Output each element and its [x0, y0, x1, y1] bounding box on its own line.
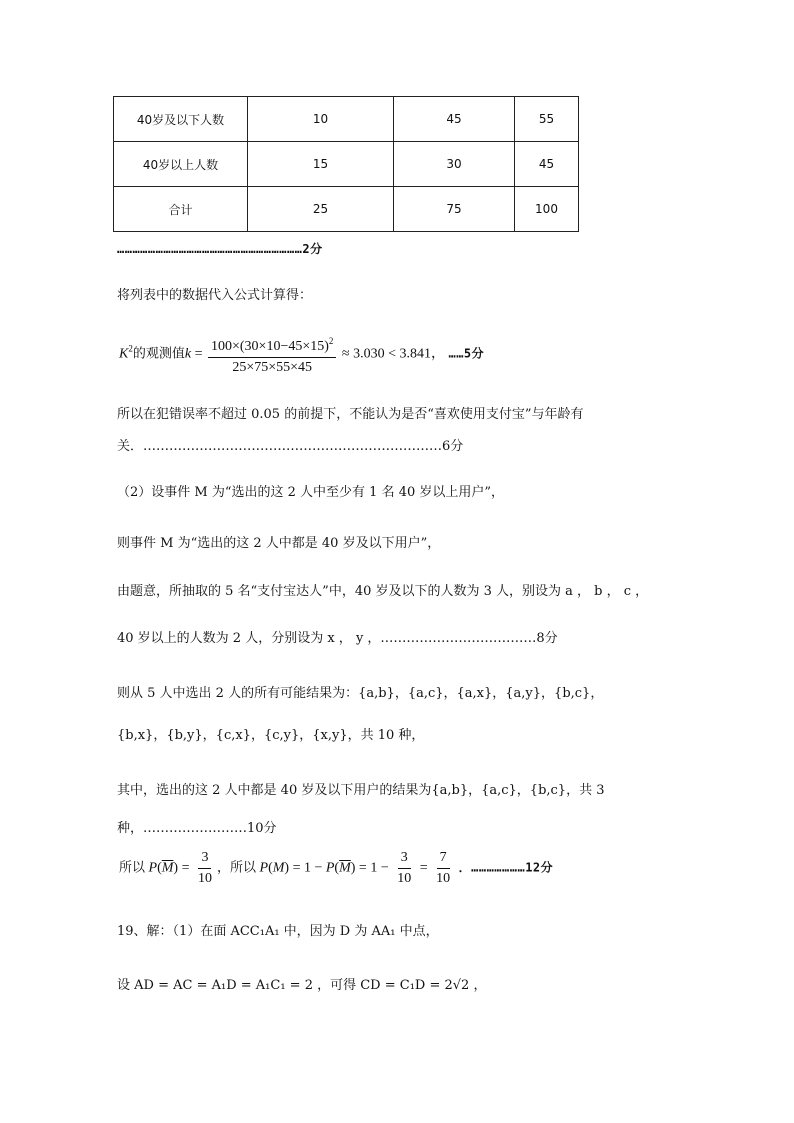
table-cell: 30 — [394, 142, 515, 187]
table-cell: 45 — [515, 142, 579, 187]
score-5-line: ……5分 — [448, 346, 485, 361]
k2-fraction: $\frac{100\times(30\times 10-45\times 15)^2}{25\times 75\times 55\times 45}$ — [208, 333, 336, 376]
table-cell: 40岁及以下人数 — [114, 97, 248, 142]
prob-prefix: 所以 — [119, 860, 146, 876]
table-cell: 40岁以上人数 — [114, 142, 248, 187]
conclusion-line-2: 关．……………………………………………………………6分 — [117, 439, 464, 454]
probability-line: 所以 $P(\overline{M})$ = $\frac{3}{10}$ ，所以 $P(M) = 1 - P(\overline{M}) = 1$ − $\frac{3}{10}$ = $\frac{7}{10}$ ．…………………12分 — [119, 850, 554, 886]
table-cell: 合计 — [114, 187, 248, 232]
event-m-line: （2）设事件 M 为“选出的这 2 人中至少有 1 名 40 岁以上用户”， — [117, 485, 505, 500]
table-row — [114, 187, 579, 232]
table-cell: 10 — [248, 97, 394, 142]
k2-result: ≈ 3.030 < 3.841， — [341, 346, 445, 362]
favorable-line-2: 种，……………………10分 — [117, 821, 277, 836]
outcomes-line-1: 则从 5 人中选出 2 人的所有可能结果为：{a,b}，{a,c}，{a,x}，{a,y}，{b,c}， — [117, 686, 604, 701]
table-cell: 45 — [394, 97, 515, 142]
outcomes-line-2: {b,x}，{b,y}，{c,x}，{c,y}，{x,y}，共 10 种， — [117, 728, 425, 743]
k2-label: 的观测值 — [132, 346, 185, 362]
k2-denominator: 25×75×55×45 — [232, 360, 313, 375]
favorable-line-1: 其中，选出的这 2 人中都是 40 岁及以下用户的结果为{a,b}，{a,c}，{b,c}，共 3 — [117, 783, 605, 798]
k2-formula: $K^2$的观测值k = $\frac{100\times(30\times 10-45\times 15)^2}{25\times 75\times 55\times 45}$ ≈ 3.030 < 3.841， ……5分 — [119, 333, 484, 376]
conclusion-line-1: 所以在犯错误率不超过 0.05 的前提下，不能认为是否“喜欢使用支付宝”与年龄有 — [117, 407, 584, 422]
table-cell: 25 — [248, 187, 394, 232]
k2-numerator: 100×(30×10−45×15) — [210, 339, 329, 354]
score-2-line: ………………………………………………………………2分 — [117, 242, 323, 256]
event-mbar-line: 则事件 M 为“选出的这 2 人中都是 40 岁及以下用户”， — [117, 536, 441, 551]
setup-line-2: 40 岁以上的人数为 2 人，分别设为 x ， y ，………………………………8分 — [117, 631, 558, 646]
table-row — [114, 142, 579, 187]
contingency-table — [113, 96, 579, 232]
prob-mid: ，所以 — [216, 860, 256, 876]
setup-line-1: 由题意，所抽取的 5 名“支付宝达人”中，40 岁及以下的人数为 3 人，别设为 a ， b ， c ， — [117, 584, 649, 599]
intro-line: 将列表中的数据代入公式计算得： — [117, 288, 313, 303]
table-cell: 75 — [394, 187, 515, 232]
score-12-line: ．…………………12分 — [458, 860, 554, 875]
q19-line-2: 设 AD = AC = A₁D = A₁C₁ = 2 ，可得 CD = C₁D = 2√2 ， — [117, 978, 487, 993]
table-cell: 55 — [515, 97, 579, 142]
table-row — [114, 97, 579, 142]
q19-line-1: 19、解：（1）在面 ACC₁A₁ 中，因为 D 为 AA₁ 中点， — [117, 924, 439, 939]
table-cell: 100 — [515, 187, 579, 232]
table-cell: 15 — [248, 142, 394, 187]
